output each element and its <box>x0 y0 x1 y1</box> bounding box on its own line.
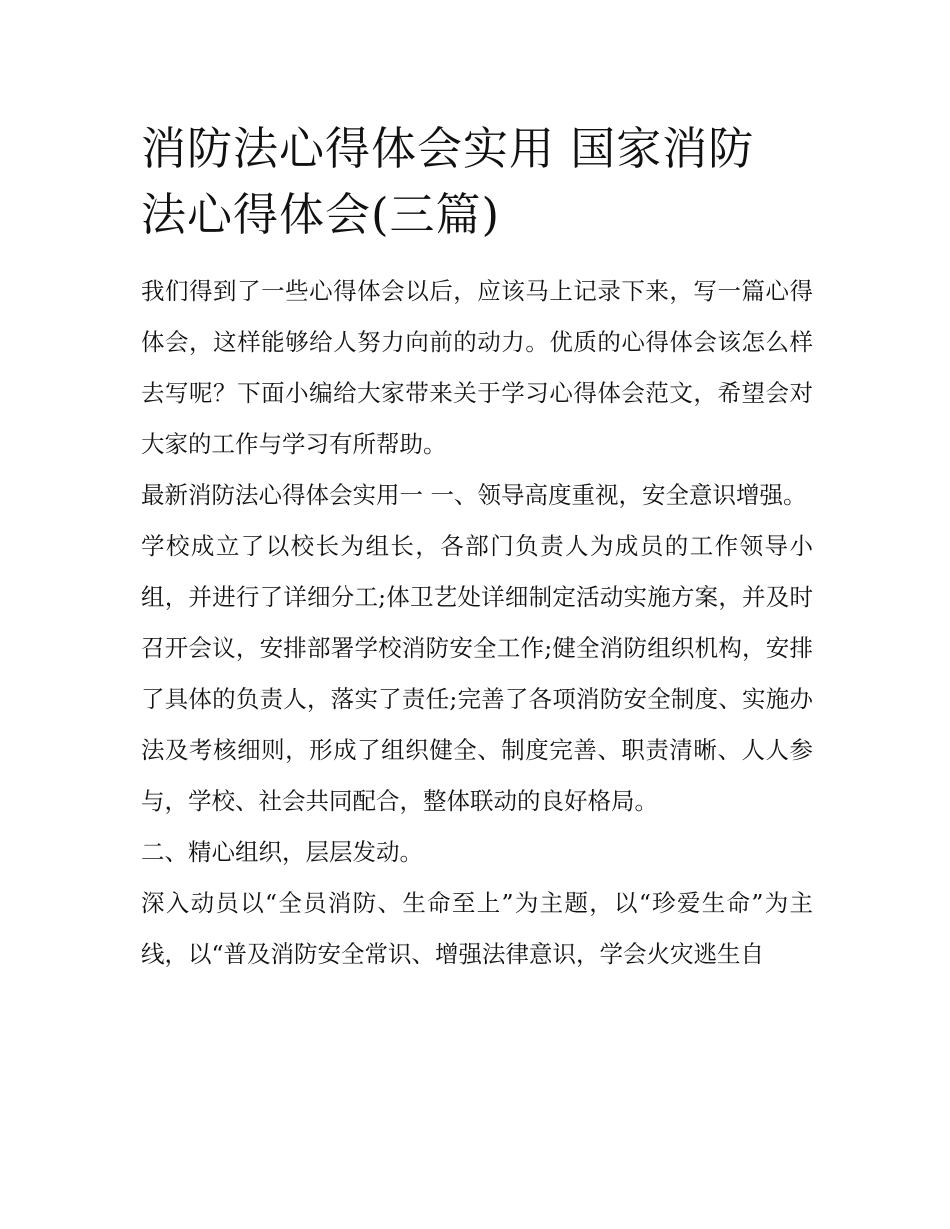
paragraph-section-one-body: 学校成立了以校长为组长，各部门负责人为成员的工作领导小组，并进行了详细分工;体卫艺处详细制定活动实施方案，并及时召开会议，安排部署学校消防安全工作;健全消防组织机构，安排了具体的负责人，落实了责任;完善了各项消防安全制度、实施办法及考核细则，形成了组织健全、制度完善、职责清晰、人人参与，学校、社会共同配合，整体联动的良好格局。 <box>141 532 813 815</box>
document-title: 消防法心得体会实用 国家消防 法心得体会(三篇) <box>141 122 755 241</box>
document-body <box>141 266 813 980</box>
document-content <box>141 116 813 980</box>
paragraph-section-two-heading: 二、精心组织，层层发动。 <box>141 838 423 866</box>
paragraph-section-two-body: 深入动员以“全员消防、生命至上”为主题，以“珍爱生命”为主线，以“普及消防安全常识、增强法律意识，学会火灾逃生自 <box>141 889 813 968</box>
paragraph-section-one-heading: 最新消防法心得体会实用一 一、领导高度重视，安全意识增强。 <box>141 481 807 509</box>
paragraph-intro: 我们得到了一些心得体会以后，应该马上记录下来，写一篇心得体会，这样能够给人努力向前的动力。优质的心得体会该怎么样去写呢？下面小编给大家带来关于学习心得体会范文，希望会对大家的工作与学习有所帮助。 <box>141 277 813 458</box>
